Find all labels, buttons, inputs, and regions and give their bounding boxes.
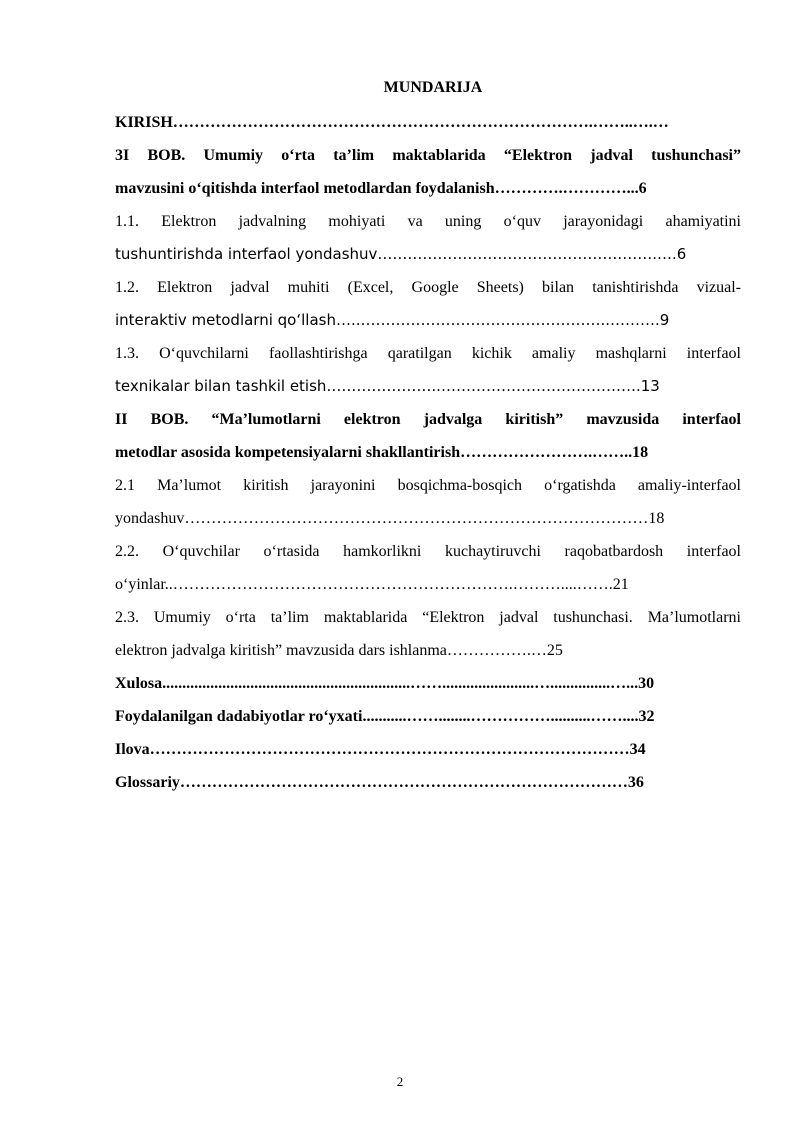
toc-line: mavzusini o‘qitishda interfaol metodlardan foydalanish………….…………...6 [115, 180, 647, 197]
toc-line: tushuntirishda interfaol yondashuv………………………………………….…….….6 [115, 245, 687, 263]
toc-line: yondashuv……………………………………………………………………………18 [115, 510, 665, 527]
document-page [115, 78, 741, 799]
toc-line: 1.1. Elektron jadvalning mohiyati va uning o‘quv jarayonidagi ahamiyatini [115, 213, 741, 230]
toc-line: Foydalanilgan dadabiyotlar ro‘yxati...........……........……………..........……....32 [115, 708, 655, 725]
toc-line: elektron jadvalga kiritish” mavzusida dars ishlanma…………….…25 [115, 642, 563, 659]
toc-line: 1.2. Elektron jadval muhiti (Excel, Google Sheets) bilan tanishtirishda vizual- [115, 279, 741, 296]
document-title: MUNDARIJA [383, 79, 483, 96]
toc-line: 2.2. O‘quvchilar o‘rtasida hamkorlikni kuchaytiruvchi raqobatbardosh interfaol [115, 543, 741, 560]
toc-line: 2.1 Ma’lumot kiritish jarayonini bosqichma-bosqich o‘rgatishda amaliy-interfaol [115, 477, 741, 494]
toc-line: o‘yinlar..……………………………………………………….………....…….21 [115, 576, 629, 593]
page-number: 2 [396, 1074, 404, 1089]
toc-line: texnikalar bilan tashkil etish…………………..………………………………….13 [115, 377, 660, 395]
toc-line: Xulosa..............................................................…….......................…...............…...30 [115, 675, 655, 692]
toc-line: interaktiv metodlarni qo‘llash…..…………………………………………..……….9 [115, 311, 670, 329]
toc-line: II BOB. “Ma’lumotlarni elektron jadvalga kiritish” mavzusida interfaol [115, 411, 741, 428]
toc-line: metodlar asosida kompetensiyalarni shakllantirish…………………….……..18 [115, 444, 649, 461]
toc-line: Glossariy…………………………………………………………………………36 [115, 774, 644, 791]
toc-line: 2.3. Umumiy o‘rta ta’lim maktablarida “Elektron jadval tushunchasi. Ma’lumotlarni [115, 609, 741, 626]
toc-line: KIRISH…………………………………………………………………….……..….… [115, 114, 669, 131]
toc-line: 1.3. O‘quvchilarni faollashtirishga qaratilgan kichik amaliy mashqlarni interfaol [115, 345, 741, 362]
table-of-contents [115, 106, 741, 799]
toc-line: 3I BOB. Umumiy o‘rta ta’lim maktablarida “Elektron jadval tushunchasi” [115, 147, 741, 164]
toc-line: Ilova………………………………………………………………………………34 [115, 741, 646, 758]
